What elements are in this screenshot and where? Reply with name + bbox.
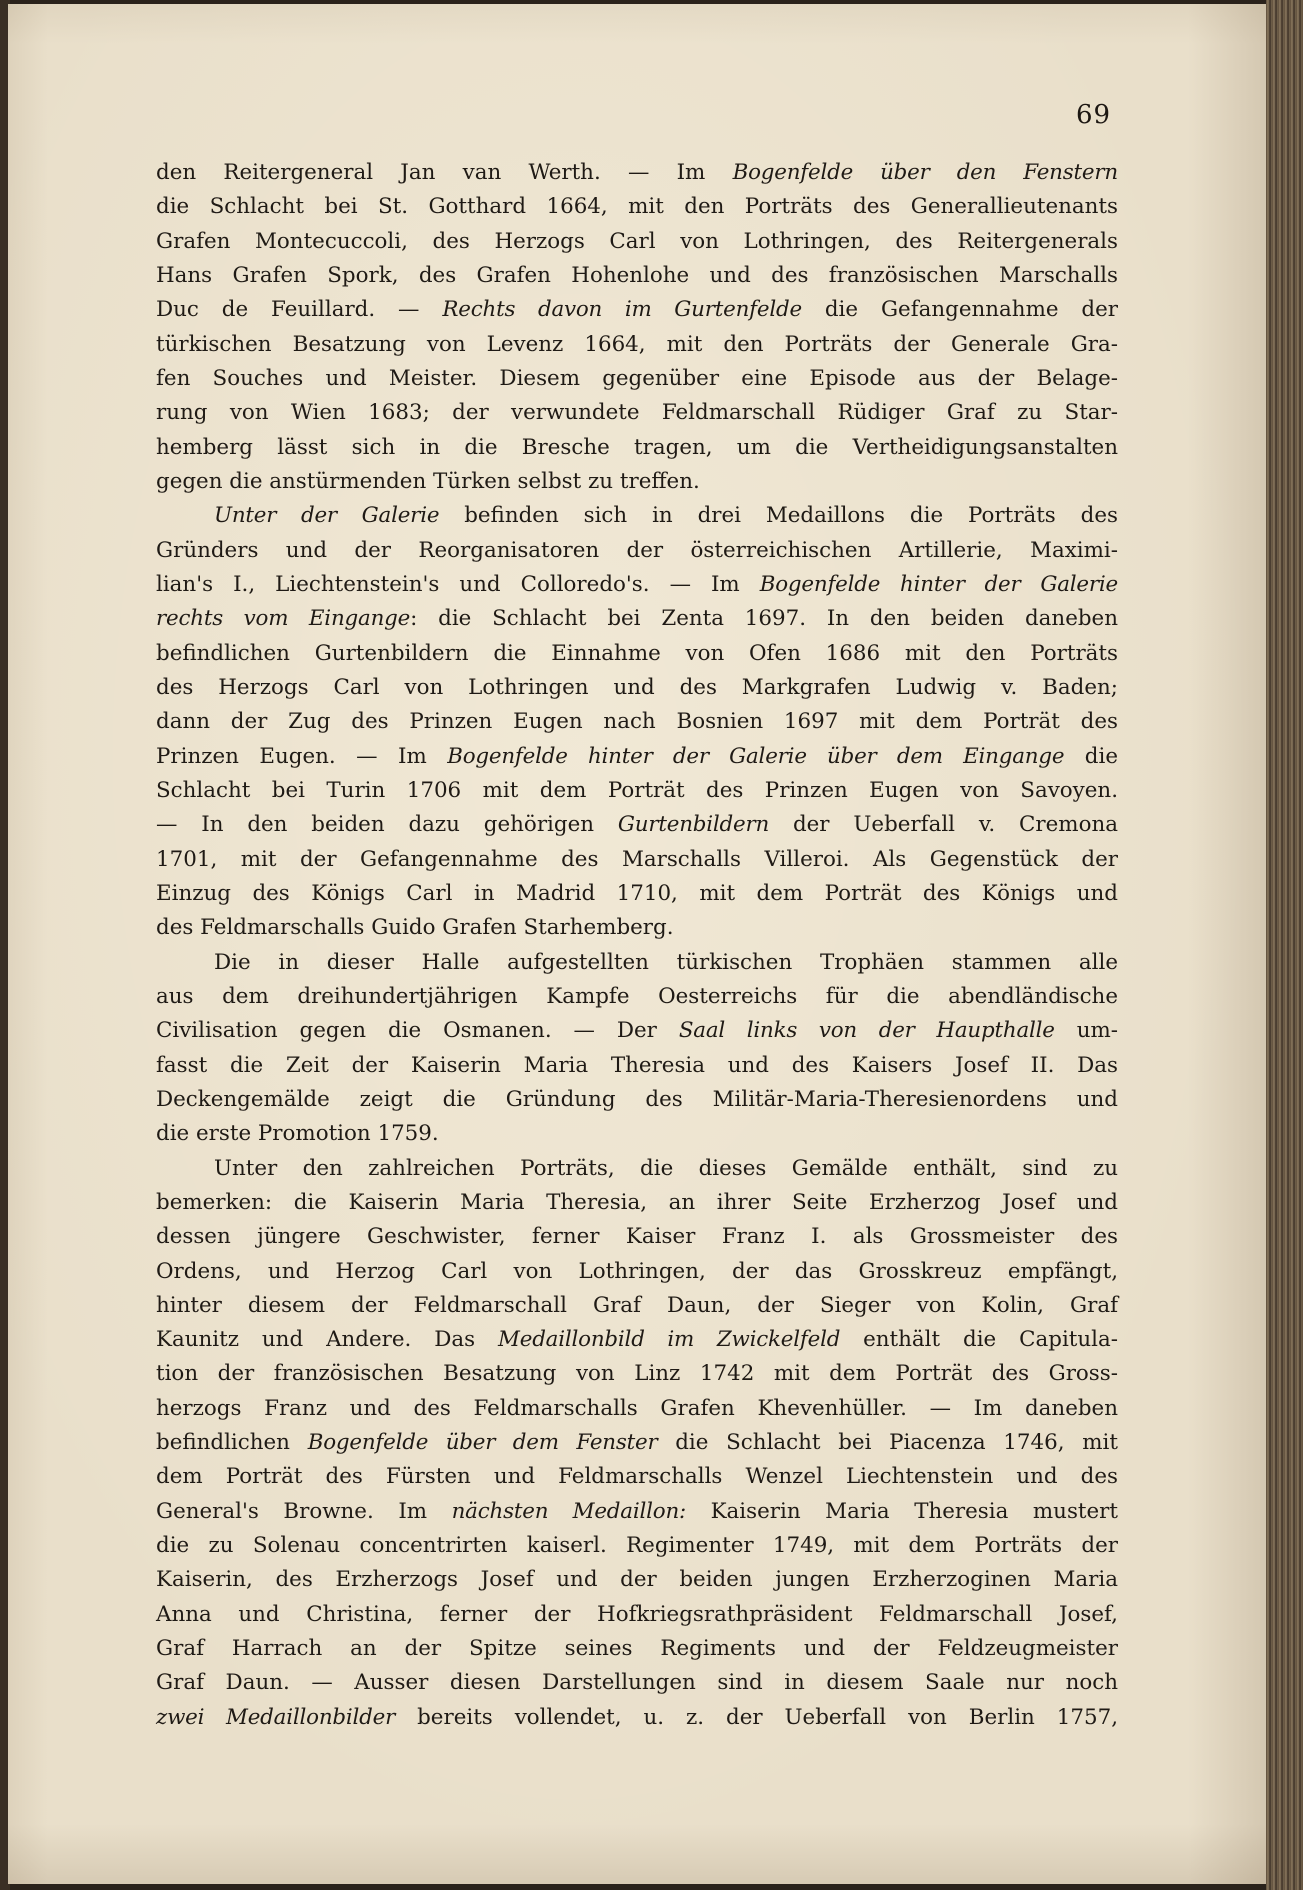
text-line: die Schlacht bei St. Gotthard 1664, mit den Porträts des Generallieutenants (156, 194, 1118, 220)
text-line: gegen die anstürmenden Türken selbst zu treffen. (156, 468, 700, 494)
text-line: aus dem dreihundertjährigen Kampfe Oesterreichs für die abendländische (156, 983, 1118, 1009)
text-line: die erste Promotion 1759. (156, 1121, 439, 1147)
text-line: — In den beiden dazu gehörigen Gurtenbildern der Ueberfall v. Cremona (156, 812, 1118, 838)
text-line: Kaunitz und Andere. Das Medaillonbild im Zwickelfeld enthält die Capitula- (156, 1327, 1118, 1353)
text-line: zwei Medaillonbilder bereits vollendet, u. z. der Ueberfall von Berlin 1757, (156, 1704, 1118, 1730)
text-line: des Feldmarschalls Guido Grafen Starhemberg. (156, 915, 674, 941)
text-line: Prinzen Eugen. — Im Bogenfelde hinter der Galerie über dem Eingange die (156, 743, 1118, 769)
text-line: Civilisation gegen die Osmanen. — Der Saal links von der Haupthalle um- (156, 1018, 1118, 1044)
text-line: 1701, mit der Gefangennahme des Marschalls Villeroi. Als Gegenstück der (156, 846, 1118, 872)
text-line: Die in dieser Halle aufgestellten türkischen Trophäen stammen alle (214, 949, 1118, 975)
text-line: Grafen Montecuccoli, des Herzogs Carl von Lothringen, des Reitergenerals (156, 228, 1118, 254)
text-line: dann der Zug des Prinzen Eugen nach Bosnien 1697 mit dem Porträt des (156, 709, 1118, 735)
text-line: rechts vom Eingange: die Schlacht bei Zenta 1697. In den beiden daneben (156, 606, 1118, 632)
text-line: des Herzogs Carl von Lothringen und des Markgrafen Ludwig v. Baden; (156, 674, 1118, 700)
text-line: die zu Solenau concentrirten kaiserl. Regimenter 1749, mit dem Porträts der (156, 1533, 1118, 1559)
text-line: Deckengemälde zeigt die Gründung des Militär-Maria-Theresienordens und (156, 1086, 1118, 1112)
text-line: Anna und Christina, ferner der Hofkriegsrathpräsident Feldmarschall Josef, (156, 1601, 1118, 1627)
text-line: Unter den zahlreichen Porträts, die dieses Gemälde enthält, sind zu (214, 1155, 1118, 1181)
text-line: fasst die Zeit der Kaiserin Maria Theresia und des Kaisers Josef II. Das (156, 1052, 1118, 1078)
text-line: hemberg lässt sich in die Bresche tragen, um die Vertheidigungsanstalten (156, 434, 1118, 460)
text-line: befindlichen Bogenfelde über dem Fenster die Schlacht bei Piacenza 1746, mit (156, 1430, 1118, 1456)
text-line: Einzug des Königs Carl in Madrid 1710, mit dem Porträt des Königs und (156, 880, 1118, 906)
text-line: Graf Harrach an der Spitze seines Regiments und der Feldzeugmeister (156, 1636, 1118, 1662)
text-line: türkischen Besatzung von Levenz 1664, mit den Porträts der Generale Gra- (156, 331, 1118, 357)
text-line: Schlacht bei Turin 1706 mit dem Porträt des Prinzen Eugen von Savoyen. (156, 777, 1118, 803)
text-line: bemerken: die Kaiserin Maria Theresia, an ihrer Seite Erzherzog Josef und (156, 1189, 1118, 1215)
text-line: herzogs Franz und des Feldmarschalls Grafen Khevenhüller. — Im daneben (156, 1395, 1118, 1421)
text-line: Unter der Galerie befinden sich in drei Medaillons die Porträts des (214, 503, 1118, 529)
text-line: Hans Grafen Spork, des Grafen Hohenlohe und des französischen Marschalls (156, 262, 1118, 288)
text-line: dessen jüngere Geschwister, ferner Kaiser Franz I. als Grossmeister des (156, 1224, 1118, 1250)
text-line: Kaiserin, des Erzherzogs Josef und der beiden jungen Erzherzoginen Maria (156, 1567, 1118, 1593)
book-page-edges (1266, 0, 1303, 1890)
text-line: hinter diesem der Feldmarschall Graf Daun, der Sieger von Kolin, Graf (156, 1292, 1118, 1318)
text-line: den Reitergeneral Jan van Werth. — Im Bogenfelde über den Fenstern (156, 160, 1118, 185)
text-line: tion der französischen Besatzung von Linz 1742 mit dem Porträt des Gross- (156, 1361, 1118, 1387)
text-line: Gründers und der Reorganisatoren der österreichischen Artillerie, Maximi- (156, 537, 1118, 563)
text-line: Duc de Feuillard. — Rechts davon im Gurtenfelde die Gefangennahme der (156, 297, 1118, 323)
text-line: dem Porträt des Fürsten und Feldmarschalls Wenzel Liechtenstein und des (156, 1464, 1118, 1490)
text-line: befindlichen Gurtenbildern die Einnahme von Ofen 1686 mit den Porträts (156, 640, 1118, 666)
page-number: 69 (1076, 100, 1112, 130)
text-line: lian's I., Liechtenstein's und Colloredo's. — Im Bogenfelde hinter der Galerie (156, 571, 1118, 597)
text-line: Ordens, und Herzog Carl von Lothringen, der das Grosskreuz empfängt, (156, 1258, 1118, 1284)
text-line: General's Browne. Im nächsten Medaillon: Kaiserin Maria Theresia mustert (156, 1498, 1119, 1524)
page-sheet (8, 4, 1270, 1884)
text-line: rung von Wien 1683; der verwundete Feldmarschall Rüdiger Graf zu Star- (156, 400, 1118, 426)
text-line: fen Souches und Meister. Diesem gegenüber eine Episode aus der Belage- (156, 365, 1118, 391)
body-text (156, 156, 1118, 1735)
text-line: Graf Daun. — Ausser diesen Darstellungen sind in diesem Saale nur noch (156, 1670, 1118, 1696)
